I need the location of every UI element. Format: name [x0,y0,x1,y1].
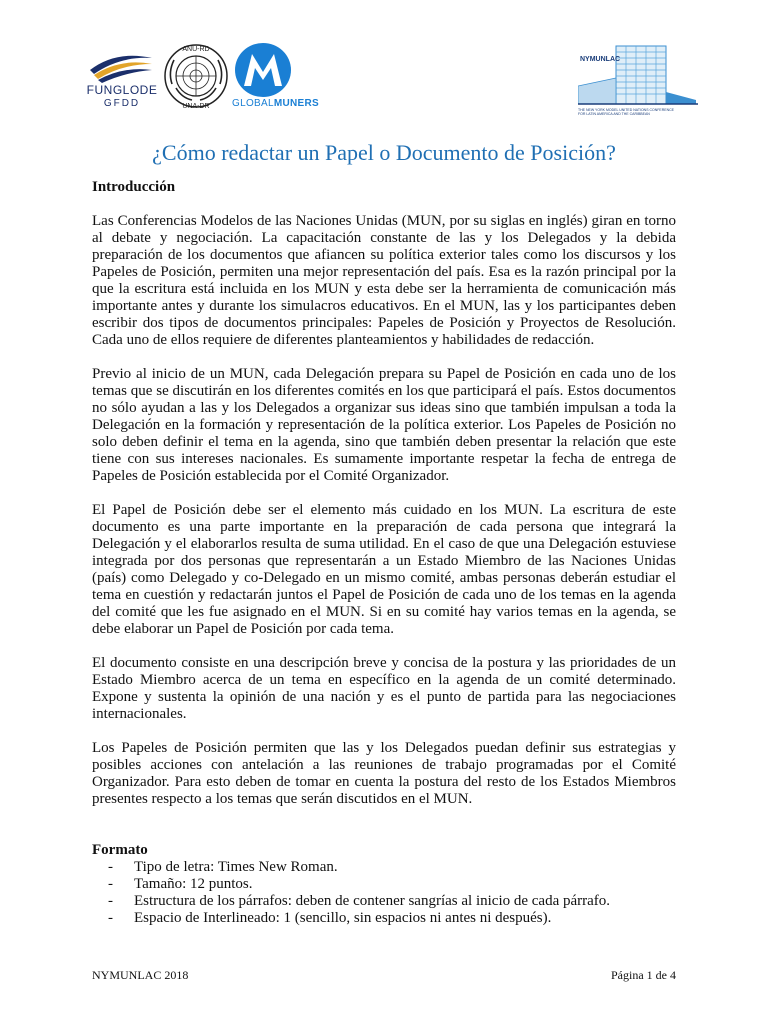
anu-top-text: ANU-RD [182,46,210,53]
list-item [108,910,676,927]
format-list [92,859,676,927]
intro-paragraph-2: Previo al inicio de un MUN, cada Delegación prepara su Papel de Posición en cada uno de los temas que se discutirán en los diferentes comités en los que participará el país. Estos documentos no sólo ayudan a las y los Delegados a organizar sus ideas sino que también impulsan a toda la Delegación en la formación y representación de la política exterior. Los Papeles de Posición no solo deben definir el tema en la agenda, sino que también deben presentar la relación que este tiene con sus intereses nacionales. Es sumamente importante respetar la fecha de entrega de Papeles de Posición establecida por el Comité Organizador. [92,366,676,484]
format-item-text: Tipo de letra: Times New Roman. [134,859,338,875]
document-body [92,179,676,927]
funglode-logo [86,48,156,108]
format-item-text: Tamaño: 12 puntos. [134,876,253,892]
list-item [108,859,676,876]
format-item-text: Espacio de Interlineado: 1 (sencillo, sin espacios ni antes ni después). [134,910,552,926]
intro-paragraph-1: Las Conferencias Modelos de las Naciones Unidas (MUN, por su siglas en inglés) giran en torno al debate y negociación. La capacitación constante de las y los Delegados y la debida preparación de los documentos que afiancen su política exterior tales como los discursos y los Papeles de Posición, permiten una mejor representación del país. Esa es la razón principal por la que la escritura está incluida en los MUN y esta debe ser la herramienta de comunicación más importante antes y durante los simulacros educativos. En el MUN, las y los participantes deben escribir dos tipos de documentos principales: Papeles de Posición y Proyectos de Resolución. Cada uno de ellos requiere de diferentes planteamientos y habilidades de redacción. [92,213,676,348]
list-dash: - [108,893,113,909]
list-dash: - [108,910,113,926]
list-item [108,876,676,893]
nymunlac-label: NYMUNLAC [580,56,621,63]
anu-rd-logo [162,42,230,110]
un-building-icon [578,42,698,108]
partner-logos [86,42,319,114]
document-title: ¿Cómo redactar un Papel o Documento de Posición? [152,140,616,165]
nymunlac-logo [578,42,698,120]
globalmuners-m-icon [232,42,294,98]
format-heading: Formato [92,842,148,858]
footer-page-number: Página 1 de 4 [611,968,676,982]
globalmuners-text-b: MUNERS [273,98,319,109]
intro-paragraph-4: El documento consiste en una descripción breve y concisa de la postura y las prioridades de un Estado Miembro acerca de un tema en específico en la agenda de un comité determinado. Expone y sustenta la opinión de una nación y es el punto de partida para las negociaciones internacionales. [92,655,676,722]
funglode-swoosh-icon [86,48,156,84]
intro-heading: Introducción [92,179,176,195]
anu-bottom-text: UNA-DR [182,103,210,110]
footer-conference: NYMUNLAC 2018 [92,968,189,982]
list-item [108,893,676,910]
globalmuners-logo [232,42,319,114]
format-item-text: Estructura de los párrafos: deben de contener sangrías al inicio de cada párrafo. [134,893,611,909]
nymunlac-subtitle: THE NEW YORK MODEL UNITED NATIONS CONFERENCE FOR LATIN AMERICA AND THE CARIBBEAN [578,108,674,116]
list-dash: - [108,876,113,892]
globalmuners-text-a: GLOBAL [232,98,274,109]
funglode-name: FUNGLODE [86,83,158,97]
funglode-sub: GFDD [103,98,141,109]
intro-paragraph-5: Los Papeles de Posición permiten que las y los Delegados puedan definir sus estrategias y posibles acciones con antelación a las reuniones de trabajo programadas por el Comité Organizador. Para esto deben de tomar en cuenta la postura del resto de los Estados Miembros presentes respecto a los temas que serán discutidos en el MUN. [92,740,676,807]
intro-paragraph-3: El Papel de Posición debe ser el elemento más cuidado en los MUN. La escritura de este documento es una parte importante en la preparación de cada persona que integrará la Delegación y el elaborarlos resulta de suma utilidad. En el caso de que una Delegación estuviese integrada por dos personas que representarán a un Estado Miembro de las Naciones Unidas (país) como Delegado y co-Delegado en un mismo comité, ambas personas deberán estudiar el tema en cuestión y redactarán juntos el Papel de Posición de cada uno de los temas en la agenda del comité que les fue asignado en el MUN. Si en su comité hay varios temas en la agenda, se debe elaborar un Papel de Posición por cada tema. [92,502,676,637]
list-dash: - [108,859,113,875]
un-emblem-icon [162,42,230,110]
